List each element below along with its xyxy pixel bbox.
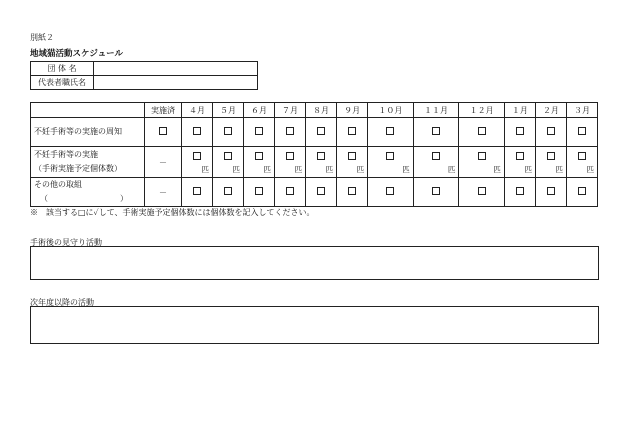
surgery-month-cell[interactable] — [244, 147, 275, 178]
checkbox[interactable] — [578, 152, 586, 160]
publicize-month-cell[interactable] — [275, 118, 306, 147]
next-year-section-label: 次年度以降の活動 — [30, 298, 94, 307]
other-month-cell[interactable] — [504, 178, 535, 207]
row-surgery-subtitle: （手術実施予定個体数） — [34, 164, 122, 173]
checkbox[interactable] — [193, 187, 201, 195]
other-month-cell[interactable] — [182, 178, 213, 207]
checkbox[interactable] — [578, 187, 586, 195]
checkbox[interactable] — [516, 152, 524, 160]
other-month-cell[interactable] — [459, 178, 505, 207]
publicize-month-cell[interactable] — [182, 118, 213, 147]
schedule-table — [30, 102, 598, 207]
unit-label: 匹 — [325, 165, 334, 174]
header-blank — [31, 103, 145, 118]
month-header: ２月 — [535, 103, 566, 118]
publicize-month-cell[interactable] — [459, 118, 505, 147]
checkbox[interactable] — [348, 152, 356, 160]
next-year-field[interactable] — [30, 306, 599, 344]
other-month-cell[interactable] — [213, 178, 244, 207]
month-header: ６月 — [244, 103, 275, 118]
month-header: ８月 — [306, 103, 337, 118]
checkbox[interactable] — [386, 187, 394, 195]
checkbox[interactable] — [348, 187, 356, 195]
unit-label: 匹 — [493, 165, 501, 174]
dash-mark: － — [159, 187, 167, 197]
checkbox[interactable] — [224, 152, 232, 160]
checkbox[interactable] — [547, 187, 555, 195]
other-month-cell[interactable] — [244, 178, 275, 207]
row-publicize-label: 不妊手術等の実施の周知 — [31, 118, 145, 147]
surgery-month-cell[interactable] — [413, 147, 459, 178]
representative-field[interactable] — [94, 76, 258, 90]
checkbox[interactable] — [255, 187, 263, 195]
month-header: ３月 — [566, 103, 597, 118]
checkbox[interactable] — [224, 187, 232, 195]
surgery-month-cell[interactable] — [337, 147, 368, 178]
other-month-cell[interactable] — [535, 178, 566, 207]
representative-label: 代表者職氏名 — [31, 76, 94, 90]
checkbox[interactable] — [348, 127, 356, 135]
month-header: ９月 — [337, 103, 368, 118]
checkbox[interactable] — [478, 187, 486, 195]
checkbox[interactable] — [432, 152, 440, 160]
checkbox[interactable] — [432, 127, 440, 135]
row-other-paren[interactable] — [34, 192, 144, 206]
checkbox[interactable] — [478, 152, 486, 160]
other-month-cell[interactable] — [413, 178, 459, 207]
other-month-cell[interactable] — [337, 178, 368, 207]
surgery-month-cell[interactable] — [213, 147, 244, 178]
month-header: ７月 — [275, 103, 306, 118]
checkbox[interactable] — [317, 187, 325, 195]
checkbox[interactable] — [317, 152, 325, 160]
checkbox[interactable] — [193, 127, 201, 135]
publicize-month-cell[interactable] — [337, 118, 368, 147]
unit-label: 匹 — [263, 165, 272, 174]
checkbox[interactable] — [193, 152, 201, 160]
checkbox[interactable] — [224, 127, 232, 135]
row-surgery-label — [31, 147, 145, 178]
organization-table — [30, 61, 258, 90]
done-header: 実施済 — [145, 103, 182, 118]
unit-label: 匹 — [402, 165, 410, 174]
surgery-month-cell[interactable] — [459, 147, 505, 178]
form-title: 地域猫活動スケジュール — [30, 49, 123, 59]
other-month-cell[interactable] — [566, 178, 597, 207]
month-header: １月 — [504, 103, 535, 118]
surgery-month-cell[interactable] — [535, 147, 566, 178]
paren-open: （ — [40, 194, 48, 203]
group-name-label: 団 体 名 — [31, 62, 94, 76]
post-surgery-field[interactable] — [30, 246, 599, 280]
unit-label: 匹 — [586, 165, 594, 174]
checkbox[interactable] — [255, 152, 263, 160]
month-header: １２月 — [459, 103, 505, 118]
publicize-month-cell[interactable] — [306, 118, 337, 147]
unit-label: 匹 — [232, 165, 241, 174]
checkbox[interactable] — [547, 127, 555, 135]
checkbox[interactable] — [516, 187, 524, 195]
row-surgery-done — [145, 147, 182, 178]
surgery-month-cell[interactable] — [566, 147, 597, 178]
month-header: ４月 — [182, 103, 213, 118]
unit-label: 匹 — [201, 165, 210, 174]
checkbox[interactable] — [478, 127, 486, 135]
surgery-month-cell[interactable] — [306, 147, 337, 178]
checkbox[interactable] — [386, 152, 394, 160]
month-header: １１月 — [413, 103, 459, 118]
publicize-month-cell[interactable] — [244, 118, 275, 147]
instruction-note: ※ 該当する□に✓して、手術実施予定個体数には個体数を記入してください。 — [30, 208, 315, 217]
unit-label: 匹 — [524, 165, 532, 174]
publicize-month-cell[interactable] — [368, 118, 414, 147]
checkbox[interactable] — [286, 187, 294, 195]
row-other-label — [31, 178, 145, 207]
unit-label: 匹 — [447, 165, 456, 174]
checkbox[interactable] — [578, 127, 586, 135]
checkbox[interactable] — [547, 152, 555, 160]
other-month-cell[interactable] — [306, 178, 337, 207]
checkbox[interactable] — [286, 152, 294, 160]
row-publicize-done[interactable] — [145, 118, 182, 147]
checkbox[interactable] — [286, 127, 294, 135]
checkbox[interactable] — [159, 127, 167, 135]
publicize-month-cell[interactable] — [535, 118, 566, 147]
row-other-title: その他の取組 — [34, 180, 82, 189]
month-header: ５月 — [213, 103, 244, 118]
surgery-month-cell[interactable] — [275, 147, 306, 178]
unit-label: 匹 — [294, 165, 303, 174]
publicize-month-cell[interactable] — [213, 118, 244, 147]
publicize-month-cell[interactable] — [504, 118, 535, 147]
other-month-cell[interactable] — [368, 178, 414, 207]
checkbox[interactable] — [317, 127, 325, 135]
surgery-month-cell[interactable] — [504, 147, 535, 178]
publicize-month-cell[interactable] — [566, 118, 597, 147]
group-name-field[interactable] — [94, 62, 258, 76]
dash-mark: － — [159, 157, 167, 167]
checkbox[interactable] — [516, 127, 524, 135]
checkbox[interactable] — [386, 127, 394, 135]
paren-close: ） — [120, 194, 128, 203]
surgery-month-cell[interactable] — [368, 147, 414, 178]
unit-label: 匹 — [356, 165, 365, 174]
unit-label: 匹 — [555, 165, 563, 174]
publicize-month-cell[interactable] — [413, 118, 459, 147]
row-other-done — [145, 178, 182, 207]
post-surgery-section-label: 手術後の見守り活動 — [30, 238, 102, 247]
checkbox[interactable] — [255, 127, 263, 135]
checkbox[interactable] — [432, 187, 440, 195]
row-surgery-title: 不妊手術等の実施 — [34, 150, 98, 159]
other-month-cell[interactable] — [275, 178, 306, 207]
annex-label: 別紙２ — [30, 33, 54, 42]
month-header: １０月 — [368, 103, 414, 118]
surgery-month-cell[interactable] — [182, 147, 213, 178]
